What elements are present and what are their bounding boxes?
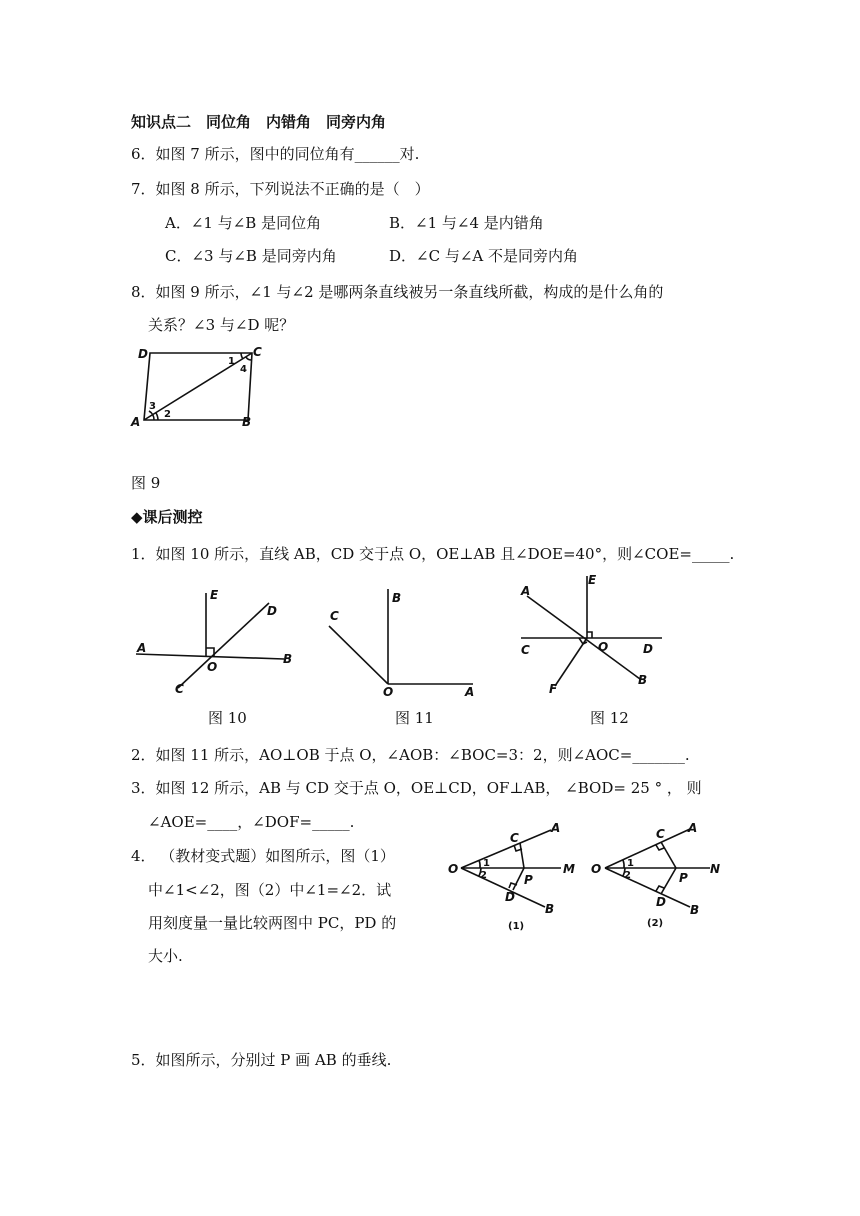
- label-b: B: [283, 652, 293, 666]
- figure-angle-bisector-2: [590, 820, 725, 935]
- q7-option-b: B．∠1 与∠4 是内错角: [389, 214, 544, 232]
- label-o: O: [383, 685, 394, 699]
- label-a: A: [465, 685, 475, 699]
- ray-ob: [605, 868, 690, 907]
- after-question-4-line3: 用刻度量一量比较两图中 PC，PD 的: [148, 914, 397, 932]
- label-a: A: [521, 584, 531, 598]
- label-d: D: [505, 890, 515, 904]
- angle-arc-4: [246, 357, 251, 360]
- after-question-5: 5．如图所示，分别过 P 画 AB 的垂线.: [131, 1051, 392, 1069]
- after-question-3-line2: ∠AOE=____，∠DOF=_____.: [148, 813, 355, 831]
- segment-pc: [661, 842, 676, 868]
- ray-of: [555, 638, 587, 686]
- q7-option-a: A．∠1 与∠B 是同位角: [165, 214, 322, 232]
- label-a: A: [551, 821, 561, 835]
- figure-11-caption: 图 11: [395, 709, 434, 727]
- label-c: C: [330, 609, 339, 623]
- label-e: E: [210, 588, 219, 602]
- angle-label-4: 4: [240, 364, 247, 375]
- after-question-1: 1．如图 10 所示，直线 AB，CD 交于点 O，OE⊥AB 且∠DOE=40°，则∠COE=_____.: [131, 545, 735, 563]
- ray-oa: [461, 830, 551, 868]
- after-question-3-line1: 3．如图 12 所示，AB 与 CD 交于点 O，OE⊥CD，OF⊥AB， ∠BOD= 25 ° ， 则: [131, 779, 702, 797]
- label-d: D: [138, 347, 148, 361]
- label-o: O: [448, 862, 459, 876]
- figure-9-caption: 图 9: [131, 474, 161, 492]
- figure-12-caption: 图 12: [590, 709, 629, 727]
- after-question-2: 2．如图 11 所示，AO⊥OB 于点 O，∠AOB：∠BOC=3：2，则∠AOC=_______.: [131, 746, 690, 764]
- question-8-line1: 8．如图 9 所示，∠1 与∠2 是哪两条直线被另一条直线所截，构成的是什么角的: [131, 283, 664, 301]
- label-c: C: [510, 831, 519, 845]
- figure-angle-bisector-1: [447, 820, 582, 935]
- label-o: O: [598, 640, 609, 654]
- angle-arc-1: [241, 353, 243, 359]
- ray-oc: [329, 626, 388, 684]
- section-heading-after-class: ◆课后测控: [131, 508, 203, 526]
- figure-10: [132, 585, 302, 700]
- angle-label-1: 1: [627, 858, 634, 869]
- label-c: C: [656, 827, 665, 841]
- line-cd: [178, 603, 269, 688]
- angle-arc-1: [623, 860, 624, 868]
- q7-option-c: C．∠3 与∠B 是同旁内角: [165, 247, 337, 265]
- label-f: F: [549, 682, 558, 696]
- angle-arc-2: [156, 413, 158, 420]
- angle-label-3: 3: [149, 401, 156, 412]
- segment-pd: [513, 868, 524, 890]
- label-d: D: [656, 895, 666, 909]
- question-7: 7．如图 8 所示，下列说法不正确的是（ ）: [131, 180, 430, 198]
- label-a: A: [131, 415, 141, 429]
- q7-option-d: D．∠C 与∠A 不是同旁内角: [389, 247, 579, 265]
- figure-2-caption: (2): [647, 918, 664, 929]
- question-6: 6．如图 7 所示，图中的同位角有______对.: [131, 145, 420, 163]
- label-c: C: [253, 345, 262, 359]
- angle-label-1: 1: [483, 858, 490, 869]
- figure-10-caption: 图 10: [208, 709, 247, 727]
- after-question-4-line2: 中∠1<∠2，图（2）中∠1=∠2．试: [148, 881, 392, 899]
- segment-pd: [661, 868, 676, 894]
- figure-11: [325, 585, 485, 700]
- angle-arc-1: [479, 860, 480, 868]
- after-question-4-line4: 大小.: [148, 947, 183, 965]
- label-a: A: [137, 641, 147, 655]
- label-b: B: [545, 902, 555, 916]
- section-heading-2: 知识点二 同位角 内错角 同旁内角: [131, 113, 387, 131]
- label-a: A: [688, 821, 698, 835]
- label-d: D: [267, 604, 277, 618]
- figure-1-caption: (1): [508, 921, 525, 932]
- label-b: B: [392, 591, 402, 605]
- label-b: B: [690, 903, 700, 917]
- figure-12: [518, 573, 668, 698]
- after-question-4-line1: 4． （教材变式题）如图所示，图（1）: [131, 847, 395, 865]
- label-o: O: [591, 862, 602, 876]
- angle-label-2: 2: [164, 409, 171, 420]
- label-n: N: [710, 862, 721, 876]
- angle-label-2: 2: [480, 870, 487, 881]
- angle-label-1: 1: [228, 356, 235, 367]
- ray-oa: [605, 829, 690, 868]
- label-p: P: [524, 873, 533, 887]
- label-o: O: [207, 660, 218, 674]
- label-c: C: [521, 643, 530, 657]
- question-8-line2: 关系？∠3 与∠D 呢？: [148, 316, 295, 334]
- segment-pc: [520, 843, 524, 868]
- label-m: M: [563, 862, 575, 876]
- label-e: E: [588, 573, 597, 587]
- diagonal-ac: [144, 353, 252, 420]
- label-c: C: [175, 682, 184, 696]
- label-b: B: [242, 415, 252, 429]
- label-p: P: [679, 871, 688, 885]
- angle-label-2: 2: [624, 870, 631, 881]
- label-b: B: [638, 673, 648, 687]
- figure-9: [130, 340, 270, 432]
- label-d: D: [643, 642, 653, 656]
